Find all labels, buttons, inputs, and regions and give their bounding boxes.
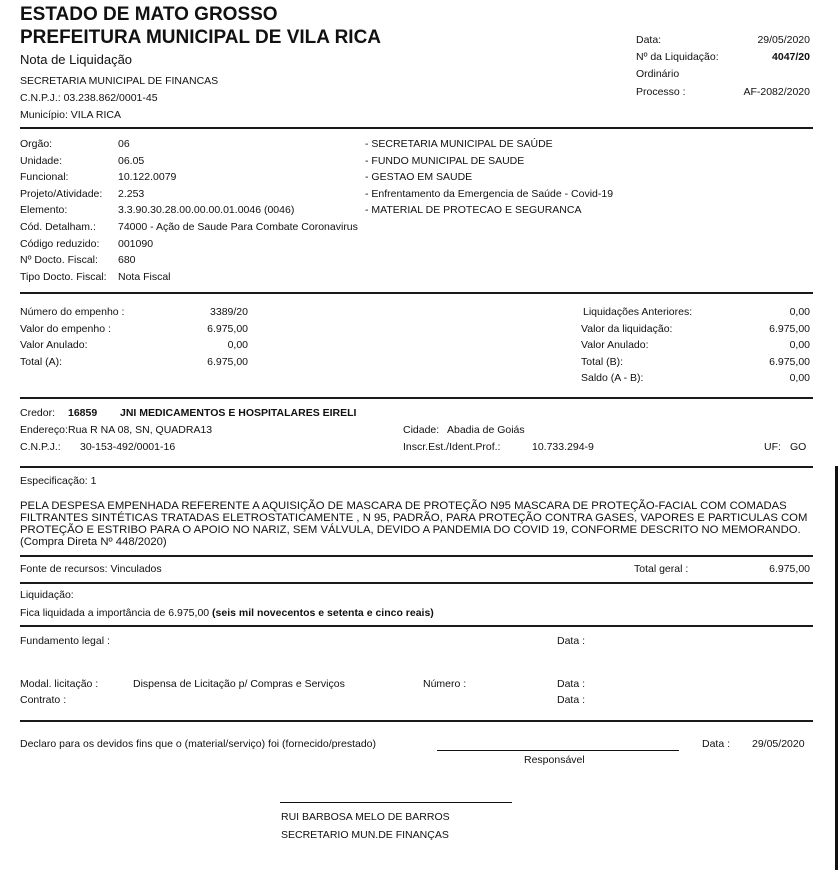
divider: [20, 582, 813, 584]
declaration-date-label: Data :: [702, 738, 731, 750]
divider: [20, 292, 813, 294]
document-type: Nota de Liquidação: [20, 52, 133, 67]
responsible-label: Responsável: [524, 754, 585, 766]
classification-description: - MATERIAL DE PROTECAO E SEGURANCA: [365, 204, 582, 217]
classification-label: Projeto/Atividade:: [20, 187, 103, 200]
divider: [20, 555, 813, 557]
process-value: AF-2082/2020: [743, 86, 810, 98]
municipio: Município: VILA RICA: [20, 109, 121, 121]
signatory-title: SECRETARIO MUN.DE FINANÇAS: [281, 829, 449, 841]
grand-total-value: 6.975,00: [769, 563, 810, 575]
classification-description: - Enfrentamento da Emergencia de Saúde - Covid-19: [365, 187, 614, 200]
date-value: 29/05/2020: [757, 34, 810, 46]
liquidation-amount-text: Fica liquidada a importância de 6.975,00: [20, 607, 213, 619]
classification-label: Funcional:: [20, 171, 69, 184]
liquidation-statement: [20, 607, 434, 619]
address-label: Endereço:: [20, 424, 68, 436]
declaration-date: 29/05/2020: [752, 738, 805, 750]
liquidation-value-label: Valor da liquidação:: [581, 322, 673, 335]
bidding-mode-value: Dispensa de Licitação p/ Compras e Serviços: [133, 678, 345, 690]
liquidation-value-label: Valor Anulado:: [581, 339, 649, 351]
classification-code: 06.05: [118, 154, 145, 167]
classification-label: Unidade:: [20, 154, 63, 167]
liquidation-value-label: Total (B):: [581, 355, 624, 368]
liquidation-label: Liquidação:: [20, 589, 74, 601]
classification-description: - SECRETARIA MUNICIPAL DE SAÚDE: [365, 138, 553, 150]
divider: [20, 127, 813, 129]
funding-source: Fonte de recursos: Vinculados: [20, 563, 162, 575]
responsible-signature-line: [437, 750, 679, 751]
classification-code: 06: [118, 138, 130, 150]
commitment-label: Total (A):: [20, 355, 63, 368]
liquidation-value: 0,00: [789, 339, 810, 351]
uf-value: GO: [790, 441, 807, 453]
date-label: Data:: [636, 34, 662, 46]
commitment-label: Número do empenho :: [20, 306, 125, 318]
liquidation-value: 0,00: [789, 306, 810, 318]
classification-code: Nota Fiscal: [118, 270, 171, 283]
classification-label: Código reduzido:: [20, 237, 100, 250]
bidding-mode-label: Modal. licitação :: [20, 678, 99, 690]
divider: [20, 397, 813, 399]
liquidation-type: Ordinário: [636, 68, 680, 80]
classification-label: Orgão:: [20, 138, 53, 150]
creditor-cnpj-label: C.N.P.J.:: [20, 441, 61, 453]
prefecture-title: PREFEITURA MUNICIPAL DE VILA RICA: [20, 27, 382, 48]
commitment-label: Valor Anulado:: [20, 339, 88, 351]
specification-label: Especificação: 1: [20, 475, 97, 487]
liquidation-value-label: Saldo (A - B):: [581, 372, 644, 384]
classification-description: - FUNDO MUNICIPAL DE SAUDE: [365, 154, 525, 167]
liquidation-number-label: Nº da Liquidação:: [636, 51, 719, 63]
creditor-cnpj: 30-153-492/0001-16: [80, 441, 176, 453]
creditor-label: Credor:: [20, 407, 56, 419]
legal-basis-date-label: Data :: [557, 635, 586, 647]
commitment-value: 3389/20: [210, 306, 248, 318]
liquidation-amount-words: (seis mil novecentos e setenta e cinco reais): [212, 607, 434, 619]
commitment-label: Valor do empenho :: [20, 322, 111, 335]
liquidation-value: 6.975,00: [769, 355, 810, 368]
classification-code: 74000 - Ação de Saude Para Combate Coronavirus: [118, 221, 358, 233]
contract-date-label: Data :: [557, 694, 586, 706]
city-value: Abadia de Goiás: [447, 424, 525, 436]
number-label: Número :: [423, 678, 467, 690]
classification-label: Nº Docto. Fiscal:: [20, 254, 98, 267]
uf-label: UF:: [764, 441, 781, 453]
divider: [20, 466, 813, 468]
classification-code: 001090: [118, 237, 154, 250]
city-label: Cidade:: [403, 424, 440, 436]
process-label: Processo :: [636, 86, 686, 98]
grand-total-label: Total geral :: [634, 563, 689, 575]
liquidation-value-label: Liquidações Anteriores:: [583, 306, 693, 318]
bidding-date-label: Data :: [557, 678, 586, 690]
registration-value: 10.733.294-9: [532, 441, 594, 453]
creditor-code: 16859: [68, 407, 98, 419]
registration-label: Inscr.Est./Ident.Prof.:: [403, 441, 501, 453]
classification-description: - GESTAO EM SAUDE: [365, 171, 473, 184]
classification-code: 2.253: [118, 187, 145, 200]
classification-code: 3.3.90.30.28.00.00.00.01.0046 (0046): [118, 204, 295, 217]
page-edge: [835, 466, 838, 870]
header-cnpj: C.N.P.J.: 03.238.862/0001-45: [20, 92, 158, 104]
contract-label: Contrato :: [20, 694, 67, 706]
department: SECRETARIA MUNICIPAL DE FINANCAS: [20, 75, 219, 87]
commitment-value: 6.975,00: [207, 322, 248, 335]
state-title: ESTADO DE MATO GROSSO: [20, 4, 278, 25]
creditor-name: JNI MEDICAMENTOS E HOSPITALARES EIRELI: [120, 407, 357, 419]
classification-label: Cód. Detalham.:: [20, 221, 96, 233]
classification-label: Elemento:: [20, 204, 68, 217]
signatory-name: RUI BARBOSA MELO DE BARROS: [281, 811, 450, 823]
classification-code: 680: [118, 254, 136, 267]
address-value: Rua R NA 08, SN, QUADRA13: [68, 424, 213, 436]
liquidation-value: 0,00: [789, 372, 810, 384]
legal-basis-label: Fundamento legal :: [20, 635, 110, 647]
liquidation-number: 4047/20: [772, 51, 810, 63]
divider: [20, 720, 813, 722]
liquidation-value: 6.975,00: [769, 322, 810, 335]
specification-text: PELA DESPESA EMPENHADA REFERENTE A AQUISIÇÃO DE MASCARA DE PROTEÇÃO N95 MASCARA DE PROTEÇÃO-FACIAL COM COMADAS FILTRANTES SINTÉTICAS TRATADAS ELETROSTATICAMENTE , N 95, PADRÃO, PARA PROTEÇÃO CONTRA GASES, VAPORES E PARTICULAS COM PROTEÇÃO E ESTRIBO PARA O APOIO NO NARIZ, SEM VÁLVULA, DEVIDO A PANDEMIA DO COVID 19, CONFORME DESCRITO NO MEMORANDO. (Compra Direta Nº 448/2020): [20, 500, 808, 548]
classification-label: Tipo Docto. Fiscal:: [20, 270, 107, 283]
secretary-signature-line: [280, 802, 512, 803]
commitment-value: 0,00: [227, 339, 248, 351]
commitment-value: 6.975,00: [207, 355, 248, 368]
divider: [20, 625, 813, 627]
declaration-text: Declaro para os devidos fins que o (material/serviço) foi (fornecido/prestado): [20, 738, 377, 750]
classification-code: 10.122.0079: [118, 171, 177, 184]
